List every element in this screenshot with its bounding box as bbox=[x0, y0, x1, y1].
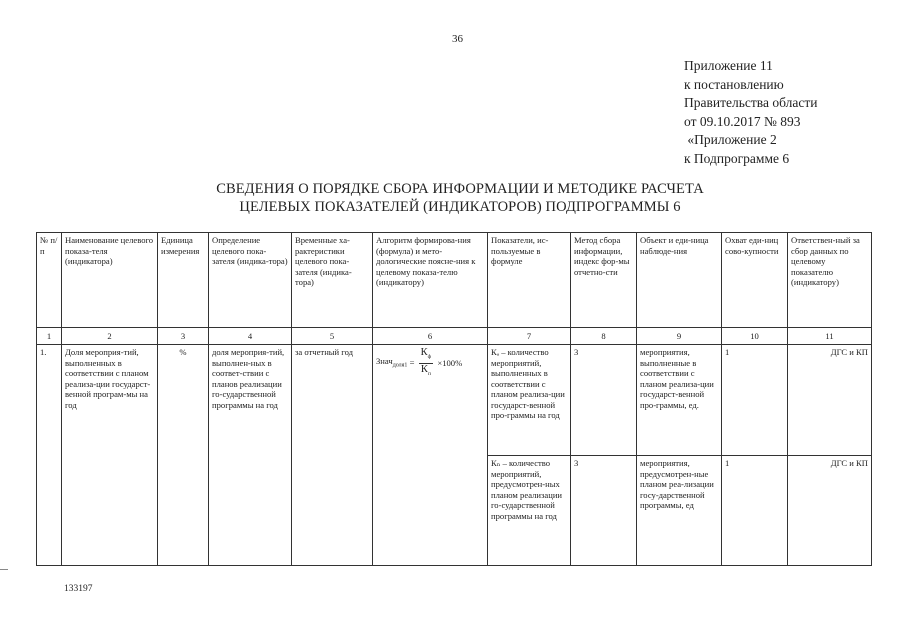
annex-line: к постановлению bbox=[684, 76, 784, 92]
coverage-cell: 1 bbox=[722, 345, 788, 456]
column-number: 8 bbox=[571, 328, 637, 345]
annex-line: Приложение 11 bbox=[684, 58, 773, 73]
coverage-cell: 1 bbox=[722, 456, 788, 566]
column-number: 1 bbox=[37, 328, 62, 345]
indicator-cell: Кₙ – количество мероприятий, предусмотрен-ных планом реализации го-сударственной программы на год bbox=[488, 456, 571, 566]
annex-line: к Подпрограмме 6 bbox=[684, 150, 790, 166]
formula-denominator bbox=[419, 364, 434, 380]
header-cell: Определение целевого пока-зателя (индика-тора) bbox=[209, 233, 292, 328]
formula-numerator-subscript: ф bbox=[427, 354, 432, 361]
header-cell: Метод сбора информации, индекс фор-мы отчетно-сти bbox=[571, 233, 637, 328]
annex-line: «Приложение 2 bbox=[684, 132, 777, 148]
header-cell: Алгоритм формирова-ния (формула) и мето-дологические поясне-ния к целевому показа-телю (индикатору) bbox=[373, 233, 488, 328]
column-number: 10 bbox=[722, 328, 788, 345]
responsible-cell: ДГС и КП bbox=[788, 345, 872, 456]
indicator-cell: Кₐ – количество мероприятий, выполненных в соответствии с планом реализа-ции государст-венной про-граммы на год bbox=[488, 345, 571, 456]
object-cell: мероприятия, выполненные в соответствии с планом реализа-ции государст-венной про-граммы, ед. bbox=[637, 345, 722, 456]
scan-margin-mark bbox=[0, 569, 8, 570]
annex-line: Правительства области bbox=[684, 95, 818, 111]
header-cell: Временные ха-рактеристики целевого пока-зателя (индика-тора) bbox=[292, 233, 373, 328]
formula-cell bbox=[373, 345, 488, 566]
formula-lhs-subscript: доля1 bbox=[392, 362, 408, 369]
method-cell: 3 bbox=[571, 456, 637, 566]
annex-line: от 09.10.2017 № 893 bbox=[684, 113, 801, 129]
header-cell: Показатели, ис-пользуемые в формуле bbox=[488, 233, 571, 328]
formula-rhs: ×100% bbox=[437, 358, 463, 369]
indicator-name: Доля мероприя-тий, выполненных в соответствии с планом реализа-ции государст-венной програм-мы на год bbox=[62, 345, 158, 566]
definition-cell: доля мероприя-тий, выполнен-ных в соответ-ствии с планов реализации го-сударственной программы на год bbox=[209, 345, 292, 566]
annex-block bbox=[684, 57, 817, 169]
header-cell: № п/п bbox=[37, 233, 62, 328]
title-line: ЦЕЛЕВЫХ ПОКАЗАТЕЛЕЙ (ИНДИКАТОРОВ) ПОДПРОГРАММЫ 6 bbox=[239, 199, 681, 215]
column-number-row bbox=[37, 328, 872, 345]
header-cell: Объект и еди-ница наблюде-ния bbox=[637, 233, 722, 328]
column-number: 3 bbox=[158, 328, 209, 345]
column-number: 4 bbox=[209, 328, 292, 345]
object-cell: мероприятия, предусмотрен-ные планом реа-лизации госу-дарственной программы, ед bbox=[637, 456, 722, 566]
column-number: 11 bbox=[788, 328, 872, 345]
title-line: СВЕДЕНИЯ О ПОРЯДКЕ СБОРА ИНФОРМАЦИИ И МЕТОДИКЕ РАСЧЕТА bbox=[216, 181, 704, 197]
table-header-row bbox=[37, 233, 872, 328]
column-number: 7 bbox=[488, 328, 571, 345]
formula-numerator bbox=[419, 347, 434, 364]
time-cell: за отчетный год bbox=[292, 345, 373, 566]
page-number: 36 bbox=[452, 33, 463, 45]
table-row bbox=[37, 345, 872, 456]
header-cell: Наименование целевого показа-теля (индикатора) bbox=[62, 233, 158, 328]
header-cell: Охват еди-ниц сово-купности bbox=[722, 233, 788, 328]
formula-equals: = bbox=[409, 357, 415, 368]
column-number: 2 bbox=[62, 328, 158, 345]
document-title bbox=[150, 180, 770, 216]
formula-numerator-text: К bbox=[420, 347, 428, 358]
footer-code: 133197 bbox=[64, 584, 93, 594]
formula-denominator-text: К bbox=[420, 364, 428, 376]
column-number: 9 bbox=[637, 328, 722, 345]
column-number: 6 bbox=[373, 328, 488, 345]
unit-cell: % bbox=[158, 345, 209, 566]
header-cell: Ответствен-ный за сбор данных по целевому показателю (индикатору) bbox=[788, 233, 872, 328]
formula-lhs-text: Знач bbox=[376, 355, 393, 366]
formula-lhs bbox=[376, 356, 407, 371]
method-cell: 3 bbox=[571, 345, 637, 456]
column-number: 5 bbox=[292, 328, 373, 345]
responsible-cell: ДГС и КП bbox=[788, 456, 872, 566]
header-cell: Единица измерения bbox=[158, 233, 209, 328]
formula-denominator-subscript: п bbox=[427, 371, 431, 378]
formula-fraction bbox=[419, 347, 434, 380]
row-number: 1. bbox=[37, 345, 62, 566]
indicators-table bbox=[36, 232, 872, 566]
